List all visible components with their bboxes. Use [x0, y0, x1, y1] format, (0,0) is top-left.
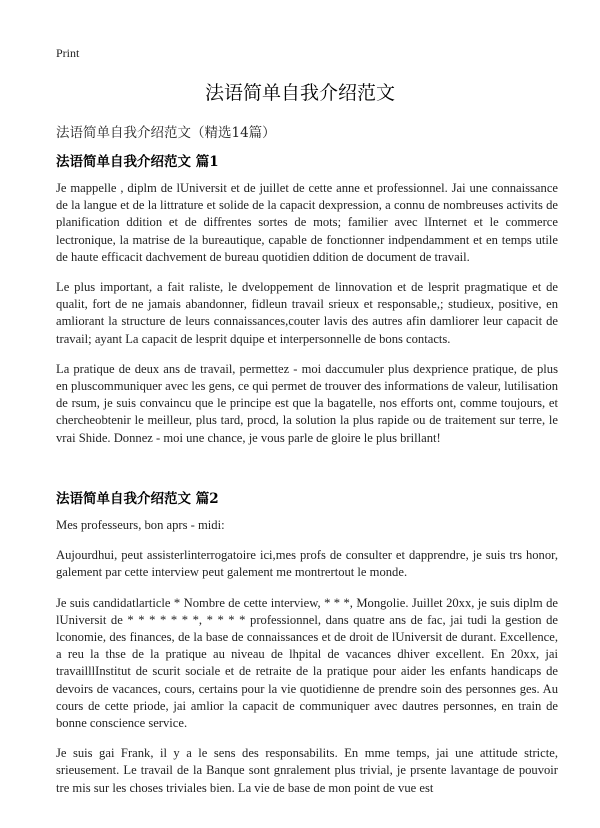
paragraph: La pratique de deux ans de travail, permettez - moi daccumuler plus dexprience pratique, de plus en pluscommuniquer avec les gens, ce qui permet de trouver des informations de valeur, lutilisation de rsum, je suis convaincu que le principe est que la bagatelle, nos efforts ont, comme toujours, et chercheobtenir le meilleur, plus tard, procd, la solution la plus rapide ou de traitement sur terre, le vrai Shide. Donnez - moi une chance, je vous parle de gloire le plus brillant!	[56, 361, 558, 445]
paragraph: Le plus important, a fait raliste, le dveloppement de linnovation et de lesprit pragmatique et de qualit, fort de ne jamais abandonner, fidleun travail srieux et responsable,; studieux, positive, en amliorant la structure de leurs connaissances,couter lavis des autres afin damliorer leur capacit de travail; ayant La capacit de lesprit dquipe et interpersonnelle de bons contacts.	[56, 280, 558, 346]
paragraph: Je suis gai Frank, il y a le sens des responsabilits. En mme temps, jai une attitude stricte, srieusement. Le travail de la Banque sont gnralement plus trivial, je prsente lavantage de pouvoir tre mis sur les choses triviales bien. La vie de base de mon point de vue est	[56, 746, 558, 795]
paragraph: Mes professeurs, bon aprs - midi:	[56, 518, 225, 532]
section-heading: 法语简单自我介绍范文 篇1	[56, 154, 219, 170]
print-label: Print	[56, 46, 80, 60]
paragraph: Je mappelle , diplm de lUniversit et de juillet de cette anne et professionnel. Jai une connaissance de la langue et de la littrature et solide de la capacit dexpression, a connu de nombreuses activits de planification ddition et de diffrentes sortes de mots; familier avec lInternet et le commerce lectronique, la matrise de la bureautique, capable de fonctionner indpendamment et en temps utile de haute efficacit dachvement de bureau quotidien ddition de document de travail.	[56, 181, 558, 264]
section-heading: 法语简单自我介绍范文 篇2	[56, 491, 219, 507]
paragraph: Je suis candidatlarticle * Nombre de cette interview, * * *, Mongolie. Juillet 20xx, je suis diplm de lUniversit de * * * * * * *, * * * * professionnel, dans quatre ans de fac, jai tudi la gestion de lconomie, des finances, de la base de connaissances et de droit de lUniversit de durant. Excellence, a reu la thse de la pratique au niveau de lhpital de vacances dhiver excellent. En 20xx, jai travailllInstitut de scurit sociale et de retraite de la pratique pour aider les enfants handicaps de devoirs de vacances, cours, certains pour la vie quotidienne de prendre soin des personnes ges. Au cours de cette priode, jai amlior la capacit de communiquer avec dautres personnes, en train de bonne conscience service.	[56, 595, 558, 731]
section-1	[56, 150, 558, 460]
paragraph: Aujourdhui, peut assisterlinterrogatoire ici,mes profs de consulter et dapprendre, je suis trs honor, galement par cette interview peut galement me montrertout le monde.	[56, 548, 558, 580]
document-title: 法语简单自我介绍范文	[204, 82, 395, 104]
section-2	[56, 487, 558, 810]
document-subtitle: 法语简单自我介绍范文（精选14篇）	[56, 125, 276, 141]
